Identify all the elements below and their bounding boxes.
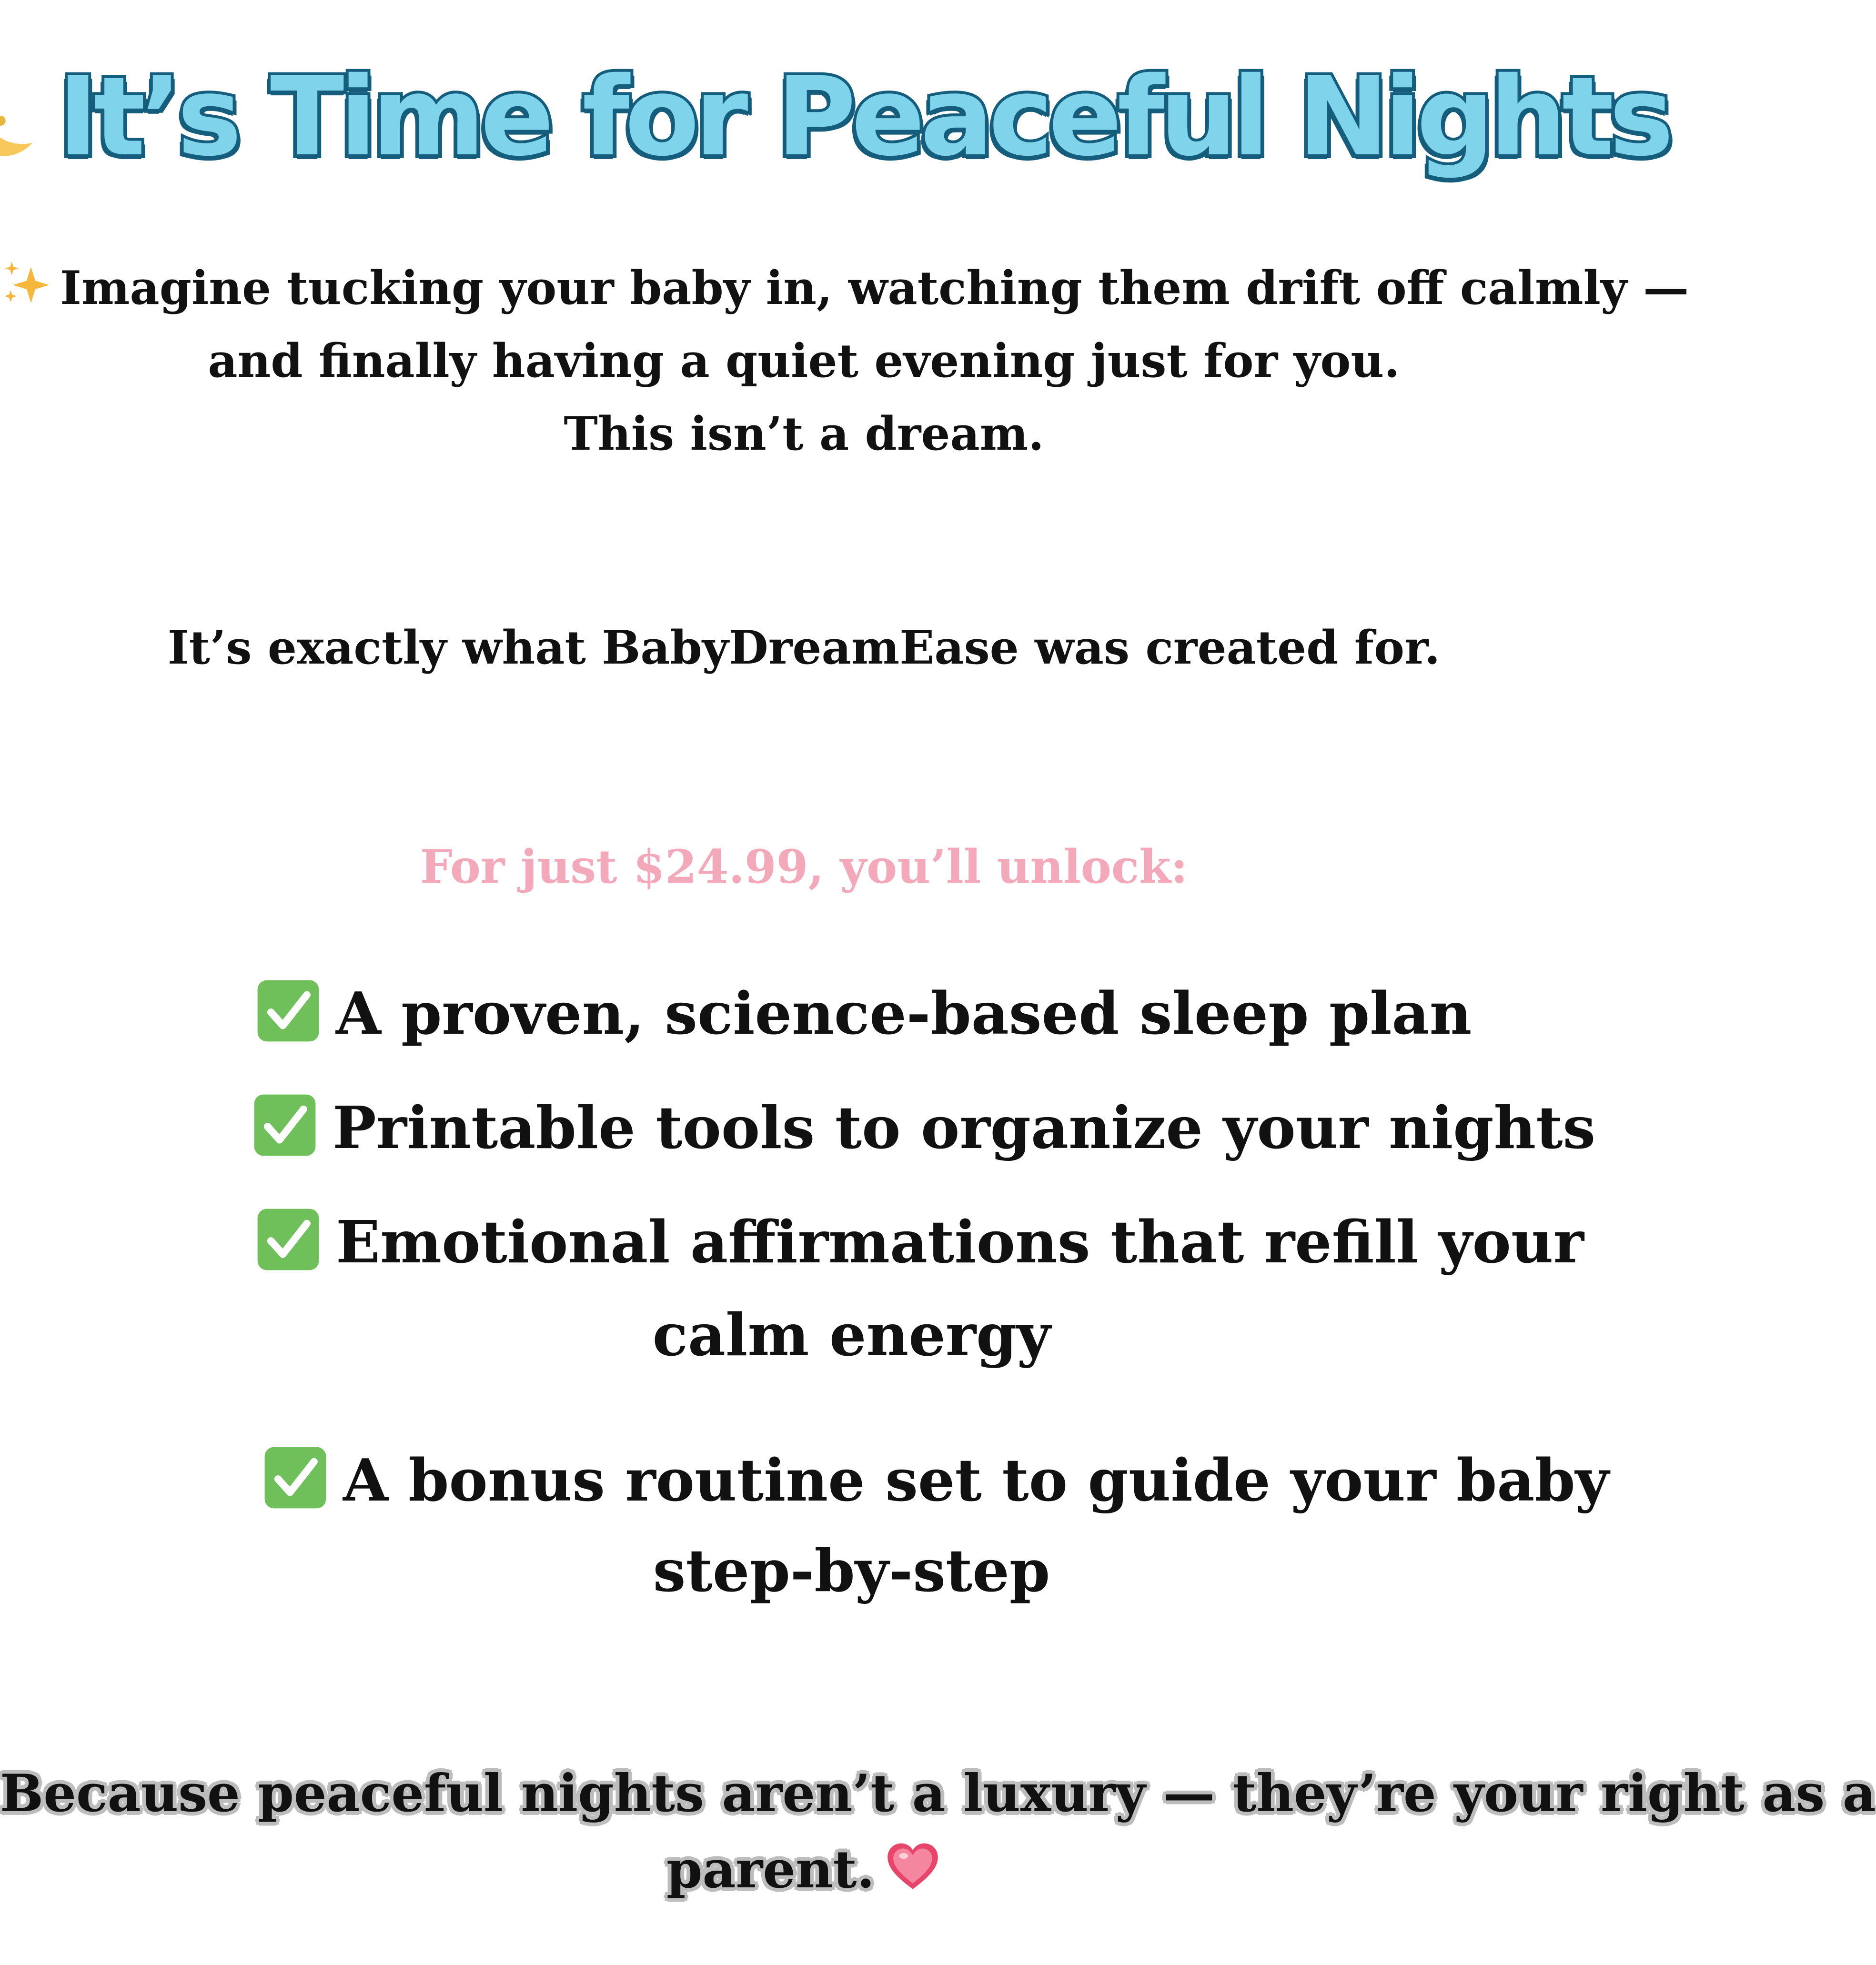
intro-line-3: This isn’t a dream. bbox=[564, 407, 1044, 461]
price-line: For just $24.99, you’ll unlock: bbox=[420, 840, 1188, 894]
feature-item bbox=[255, 967, 1472, 1060]
feature-text: A bonus routine set to guide your baby bbox=[343, 1446, 1609, 1514]
crescent-moon-icon bbox=[0, 67, 39, 167]
sparkles-icon bbox=[0, 257, 53, 311]
check-mark-button-icon bbox=[262, 1444, 329, 1511]
feature-text: Emotional affirmations that refill your bbox=[336, 1208, 1584, 1276]
closing-line-1: Because peaceful nights aren’t a luxury — they’re your right as a bbox=[0, 1763, 1876, 1824]
heart-icon bbox=[884, 1839, 941, 1896]
closing-statement bbox=[0, 1755, 1876, 1908]
feature-text: A proven, science-based sleep plan bbox=[336, 979, 1472, 1048]
feature-item bbox=[262, 1434, 1609, 1527]
check-mark-button-icon bbox=[252, 1092, 318, 1159]
check-mark-button-icon bbox=[255, 977, 322, 1044]
intro-text-1: Imagine tucking your baby in, watching them drift off calmly — bbox=[60, 261, 1689, 315]
feature-text-continuation: step-by-step bbox=[653, 1536, 1050, 1605]
created-for-text: It’s exactly what BabyDreamEase was created for. bbox=[167, 621, 1441, 675]
intro-paragraph bbox=[0, 252, 1689, 470]
intro-line-1 bbox=[0, 252, 1689, 324]
feature-item bbox=[255, 1196, 1584, 1289]
feature-text: Printable tools to organize your nights bbox=[333, 1093, 1596, 1162]
feature-item bbox=[252, 1081, 1595, 1174]
closing-text-2: parent. bbox=[666, 1840, 875, 1900]
title-row bbox=[0, 45, 1669, 188]
closing-line-2 bbox=[0, 1832, 1608, 1908]
check-mark-button-icon bbox=[255, 1206, 322, 1273]
feature-text-continuation: calm energy bbox=[652, 1300, 1051, 1369]
intro-line-2: and finally having a quiet evening just for you. bbox=[208, 334, 1400, 388]
page-title: It’s Time for Peaceful Nights bbox=[58, 53, 1669, 180]
